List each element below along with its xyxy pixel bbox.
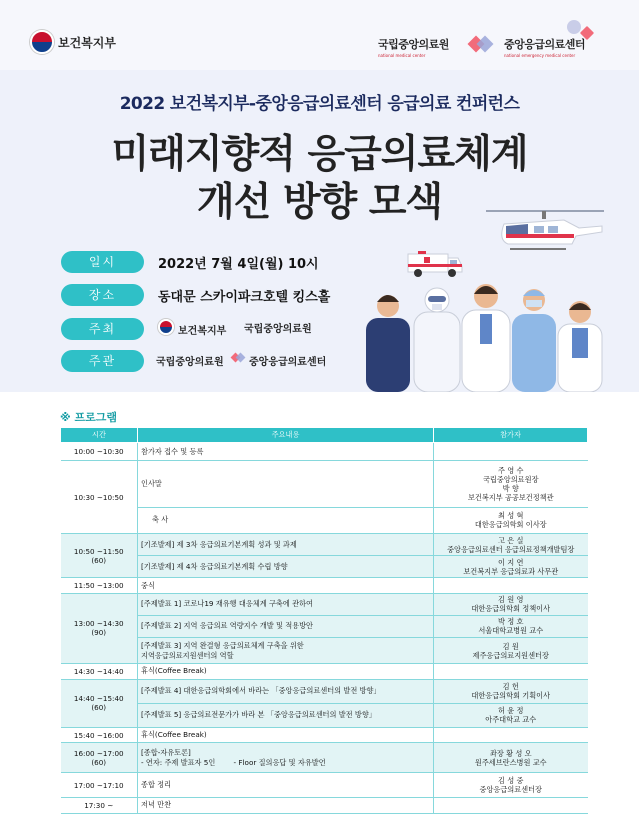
program-title: ※ 프로그램	[60, 411, 118, 424]
table-row	[61, 679, 588, 703]
table-row	[61, 533, 588, 555]
info-date-row	[61, 251, 319, 273]
taegeuk-logo-icon	[158, 319, 174, 335]
conference-subtitle: 2022 보건복지부-중앙응급의료센터 응급의료 컨퍼런스	[119, 94, 520, 114]
nemc-logo-text: 중앙응급의료센터	[504, 38, 586, 51]
row-speaker: 김 원 영 대한응급의학회 정책이사	[434, 593, 588, 615]
info-date-value: 2022년 7월 4일(월) 10시	[158, 257, 319, 272]
info-host-label: 주최	[61, 318, 144, 340]
deco-dot	[567, 20, 581, 34]
nmc-logo-sub: national medical center	[378, 53, 426, 58]
table-row	[61, 593, 588, 615]
row-content: 휴식(Coffee Break)	[138, 664, 434, 679]
table-row	[61, 664, 588, 679]
row-content: 종합 정리	[138, 773, 434, 797]
table-row	[61, 797, 588, 813]
row-speaker: 김 성 중 중앙응급의료센터장	[434, 773, 588, 797]
row-content	[138, 743, 434, 773]
row-content: 저녁 만찬	[138, 797, 434, 813]
header-content: 주요내용	[138, 428, 434, 443]
row-content: 휴식(Coffee Break)	[138, 728, 434, 743]
row-content: 중식	[138, 578, 434, 593]
diamond-logo-icon	[232, 352, 244, 364]
row-time: 10:50 ~11:50 (60)	[61, 533, 138, 577]
info-place-row	[61, 284, 331, 306]
row-content: [주제발표 5] 응급의료전문가가 바라 본 「중앙응급의료센터의 발전 방향」	[138, 703, 434, 727]
organizer-org-1: 국립중앙의료원	[156, 357, 224, 368]
row-time: 17:30 ~	[61, 797, 138, 813]
row-time: 13:00 ~14:30 (90)	[61, 593, 138, 664]
row-time: 14:40 ~15:40 (60)	[61, 679, 138, 728]
mohw-logo-text: 보건복지부	[58, 35, 116, 50]
row-speaker: 허 윤 정 아주대학교 교수	[434, 703, 588, 727]
row-content-line: - 연자: 주제 발표자 5인 - Floor 질의응답 및 자유발언	[141, 757, 326, 767]
row-content: 축 사	[138, 507, 434, 533]
row-time: 17:00 ~17:10	[61, 773, 138, 797]
table-row	[61, 507, 588, 533]
row-speaker: 좌장 황 성 오 원주세브란스병원 교수	[434, 743, 588, 773]
table-row	[61, 615, 588, 637]
program-header-row	[61, 428, 588, 443]
organizer-org-2: 중앙응급의료센터	[249, 357, 327, 368]
hero-banner	[0, 0, 639, 392]
medical-staff-illustration	[358, 274, 620, 392]
nmc-logo	[378, 36, 449, 58]
info-host-row	[61, 318, 144, 340]
row-content: 참가자 접수 및 등록	[138, 443, 434, 461]
host-org-2: 국립중앙의료원	[244, 324, 312, 335]
row-speaker	[434, 578, 588, 593]
taegeuk-logo-icon	[30, 30, 54, 54]
row-time: 15:40 ~16:00	[61, 728, 138, 743]
nemc-logo-sub: national emergency medical center	[504, 53, 576, 58]
row-time: 11:50 ~13:00	[61, 578, 138, 593]
nmc-logo-text: 국립중앙의료원	[378, 38, 449, 51]
row-content: 인사말	[138, 461, 434, 508]
row-time: 10:00 ~10:30	[61, 443, 138, 461]
row-content: [주제발표 2] 지역 응급의료 역량지수 개발 및 적용방안	[138, 615, 434, 637]
row-time: 10:30 ~10:50	[61, 461, 138, 534]
row-speaker	[434, 443, 588, 461]
header-speaker: 참가자	[434, 428, 588, 443]
page-title-line1: 미래지향적 응급의료체계	[111, 132, 528, 177]
row-time: 14:30 ~14:40	[61, 664, 138, 679]
table-row	[61, 461, 588, 508]
page-title-line2: 개선 방향 모색	[196, 180, 443, 225]
info-organizer-label: 주관	[61, 350, 144, 372]
row-speaker: 최 성 혁 대한응급의학회 이사장	[434, 507, 588, 533]
diamond-logo-icon	[470, 34, 494, 54]
helicopter-icon	[484, 206, 606, 254]
row-content: [주제발표 1] 코로나19 재유행 대응체계 구축에 관하여	[138, 593, 434, 615]
row-speaker: 고 은 실 중앙응급의료센터 응급의료정책개발팀장	[434, 533, 588, 555]
row-content: [기조발제] 제 4차 응급의료기본계획 수립 방향	[138, 556, 434, 578]
table-row	[61, 703, 588, 727]
host-org-1: 보건복지부	[178, 326, 227, 337]
row-content-line: [종합-자유토론]	[141, 748, 191, 758]
row-speaker: 이 지 연 보건복지부 응급의료과 사무관	[434, 556, 588, 578]
table-row	[61, 443, 588, 461]
info-organizer-row	[61, 350, 144, 372]
info-date-label: 일시	[61, 251, 144, 273]
row-speaker	[434, 797, 588, 813]
info-place-label: 장소	[61, 284, 144, 306]
table-row	[61, 728, 588, 743]
table-row	[61, 556, 588, 578]
mohw-logo	[30, 30, 116, 54]
row-speaker	[434, 728, 588, 743]
table-row	[61, 773, 588, 797]
row-content: [주제발표 3] 지역 완결형 응급의료체계 구축을 위한 지역응급의료지원센터의 역할	[138, 638, 434, 664]
table-row	[61, 743, 588, 773]
row-content: [주제발표 4] 대한응급의학회에서 바라는 「중앙응급의료센터의 발전 방향」	[138, 679, 434, 703]
row-speaker: 김 헌 대한응급의학회 기획이사	[434, 679, 588, 703]
table-row	[61, 578, 588, 593]
row-speaker	[434, 664, 588, 679]
table-row	[61, 638, 588, 664]
row-speaker: 주 영 수 국립중앙의료원장 박 향 보건복지부 공공보건정책관	[434, 461, 588, 508]
info-place-value: 동대문 스카이파크호텔 킹스홀	[158, 290, 331, 305]
row-speaker: 박 정 호 서울대학교병원 교수	[434, 615, 588, 637]
program-table	[60, 427, 588, 814]
header-time: 시간	[61, 428, 138, 443]
row-speaker: 김 원 제주응급의료지원센터장	[434, 638, 588, 664]
row-time: 16:00 ~17:00 (60)	[61, 743, 138, 773]
row-content: [기조발제] 제 3차 응급의료기본계획 성과 및 과제	[138, 533, 434, 555]
nemc-logo	[504, 36, 585, 58]
